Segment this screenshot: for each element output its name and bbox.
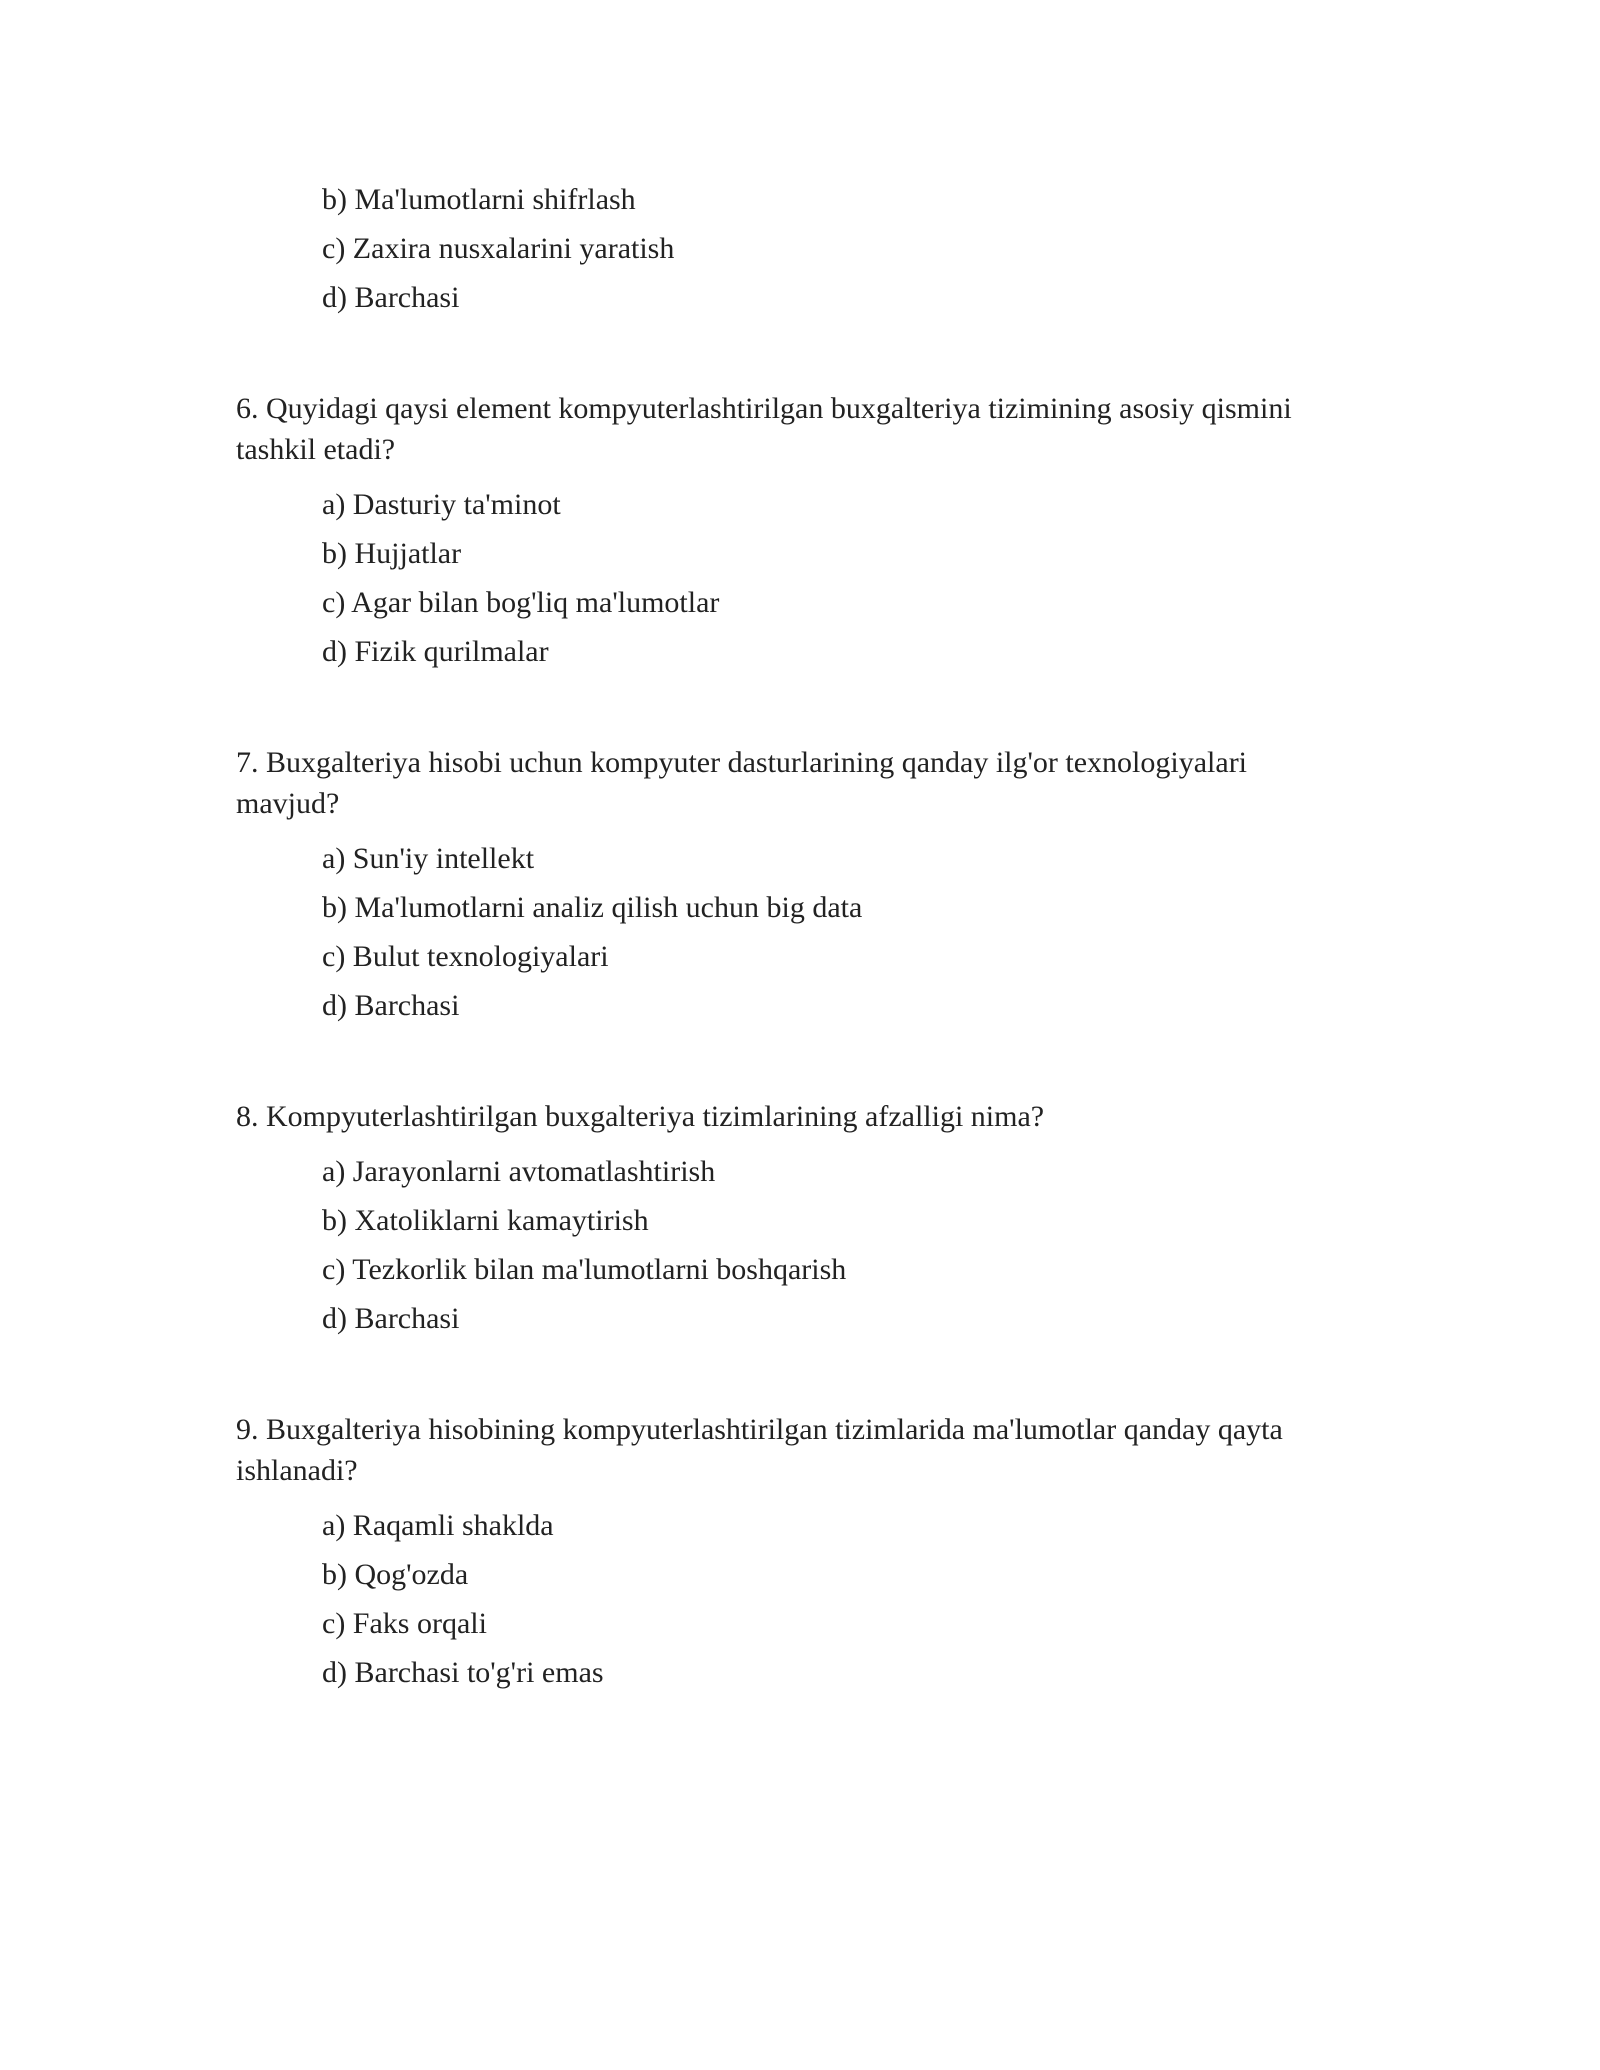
question-9 (236, 1409, 1356, 1693)
option-item: a) Sun'iy intellekt (322, 842, 535, 875)
option-item: d) Barchasi to'g'ri emas (322, 1656, 604, 1689)
option-item: d) Fizik qurilmalar (322, 635, 549, 668)
option-item: b) Xatoliklarni kamaytirish (322, 1204, 649, 1237)
option-item: c) Agar bilan bog'liq ma'lumotlar (322, 586, 720, 619)
option-item: d) Barchasi (322, 281, 460, 314)
option-list (236, 1152, 1356, 1339)
option-item: a) Raqamli shaklda (322, 1509, 554, 1542)
option-item: c) Faks orqali (322, 1607, 487, 1640)
option-item: c) Tezkorlik bilan ma'lumotlarni boshqarish (322, 1253, 847, 1286)
option-list (236, 485, 1356, 672)
option-item: b) Hujjatlar (322, 537, 462, 570)
option-item: b) Ma'lumotlarni analiz qilish uchun big data (322, 891, 863, 924)
option-item: b) Ma'lumotlarni shifrlash (322, 183, 636, 216)
question-text: 7. Buxgalteriya hisobi uchun kompyuter dasturlarining qanday ilg'or texnologiyalari mavjud? (236, 746, 1248, 820)
question-8 (236, 1096, 1356, 1339)
option-item: b) Qog'ozda (322, 1558, 469, 1591)
option-item: d) Barchasi (322, 989, 460, 1022)
continued-option-list (236, 180, 1356, 318)
option-list (236, 1506, 1356, 1693)
option-item: a) Jarayonlarni avtomatlashtirish (322, 1155, 716, 1188)
question-7 (236, 742, 1356, 1026)
option-list (236, 839, 1356, 1026)
question-text: 9. Buxgalteriya hisobining kompyuterlashtirilgan tizimlarida ma'lumotlar qanday qayta ishlanadi? (236, 1413, 1283, 1487)
question-text: 6. Quyidagi qaysi element kompyuterlashtirilgan buxgalteriya tizimining asosiy qismini tashkil etadi? (236, 392, 1292, 466)
option-item: c) Bulut texnologiyalari (322, 940, 609, 973)
option-item: d) Barchasi (322, 1302, 460, 1335)
option-item: c) Zaxira nusxalarini yaratish (322, 232, 675, 265)
question-6 (236, 388, 1356, 672)
option-item: a) Dasturiy ta'minot (322, 488, 561, 521)
quiz-content (236, 180, 1356, 1702)
question-text: 8. Kompyuterlashtirilgan buxgalteriya tizimlarining afzalligi nima? (236, 1100, 1045, 1133)
